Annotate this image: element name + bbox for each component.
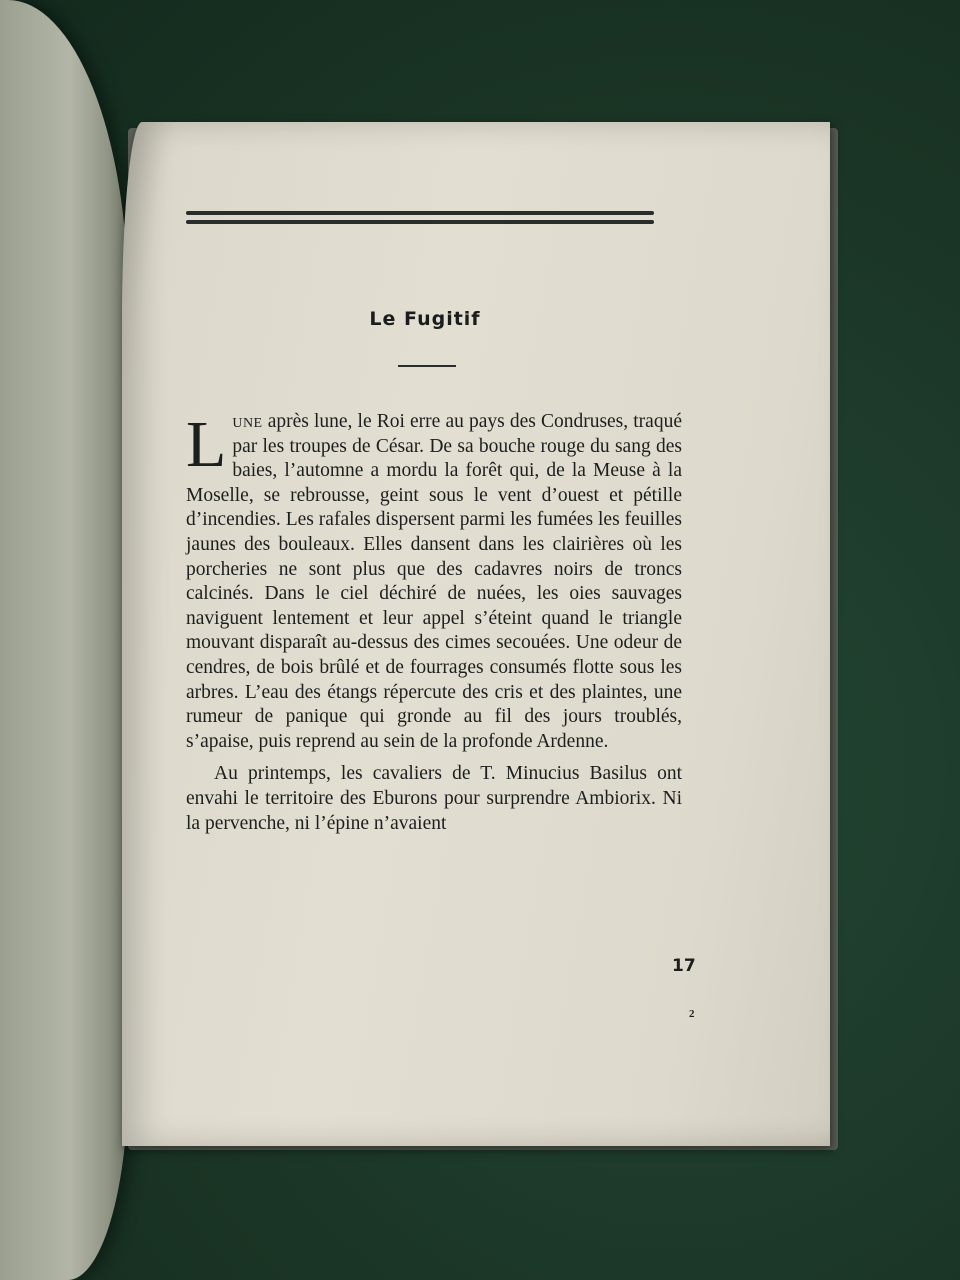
- paragraph-1-text: après lune, le Roi erre au pays des Condruses, traqué par les troupes de César. De sa bouche rouge du sang des baies, l’automne a mordu la forêt qui, de la Meuse à la Moselle, se rebrousse, geint sous le vent d’ouest et pétille d’incendies. Les rafales dispersent parmi les fumées les feuilles jaunes des bouleaux. Elles dansent dans les clairières où les porcheries ne sont plus que des cadavres noirs de troncs calcinés. Dans le ciel déchiré de nuées, les oies sauvages naviguent lentement et leur appel s’éteint quand le triangle mouvant disparaît au-dessus des cimes secouées. Une odeur de cendres, de bois brûlé et de fourrages consumés flotte sous les arbres. L’eau des étangs répercute des cris et des plaintes, une rumeur de panique qui gronde au fil des jours troublés, s’apaise, puis reprend au sein de la profonde Ardenne.: [186, 411, 682, 752]
- opening-small-caps: une: [232, 411, 263, 432]
- signature-mark: 2: [689, 1008, 695, 1020]
- paragraph-2: Au printemps, les cavaliers de T. Minucius Basilus ont envahi le territoire des Eburons pour surprendre Ambiorix. Ni la pervenche, ni l’épine n’avaient: [186, 763, 682, 834]
- left-page-edge: [0, 0, 128, 1280]
- header-rule-top: [186, 211, 654, 215]
- paragraph-1: [186, 410, 682, 754]
- title-separator: [398, 365, 456, 367]
- header-rule-bottom: [186, 220, 654, 224]
- drop-cap: L: [186, 408, 227, 481]
- chapter-title: Le Fugitif: [369, 308, 481, 330]
- page-number: 17: [672, 956, 696, 976]
- body-text: [186, 410, 682, 836]
